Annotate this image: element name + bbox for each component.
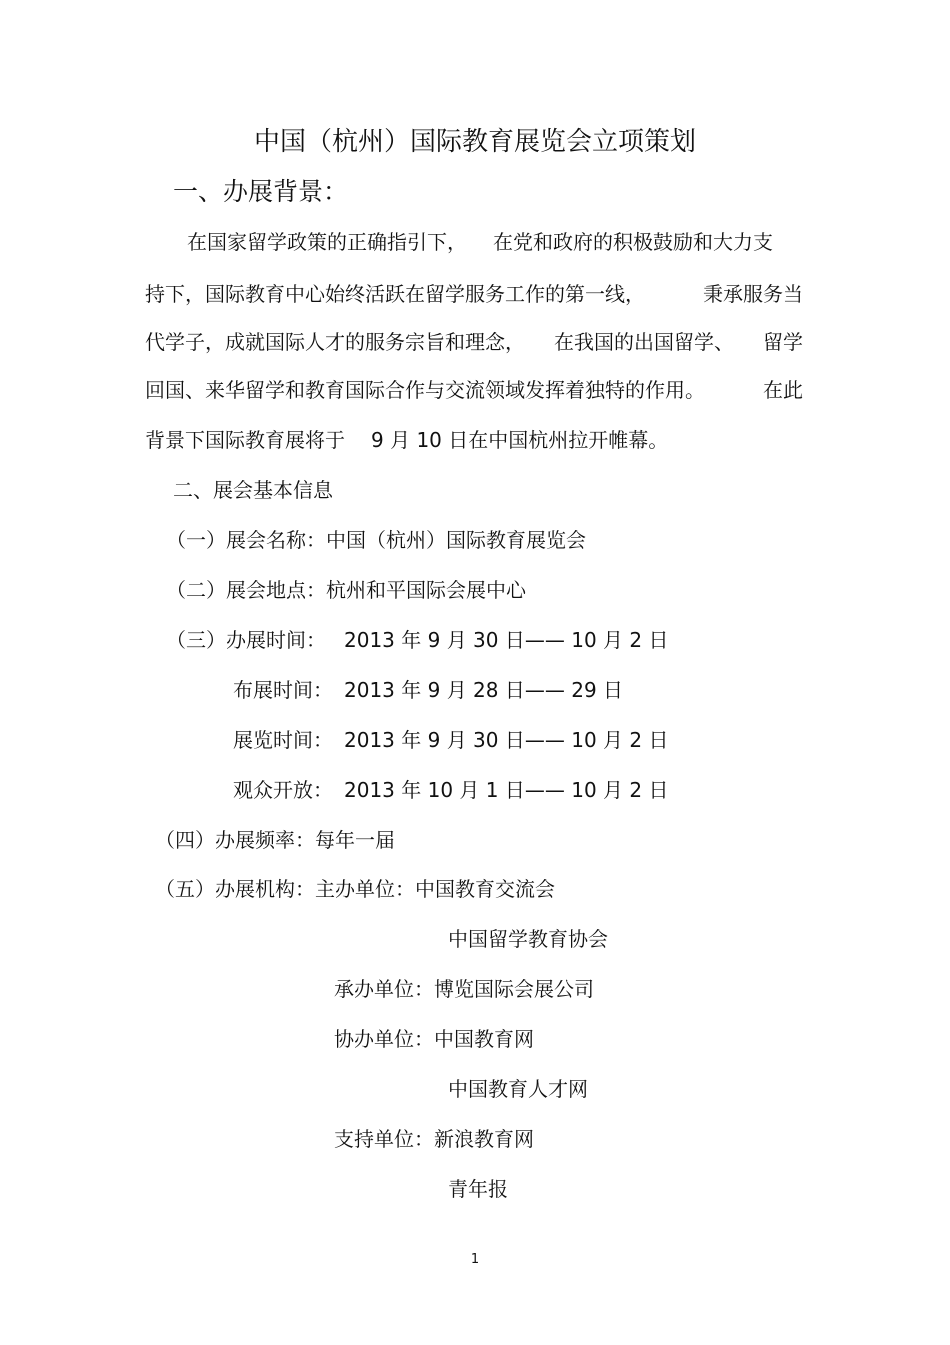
undertaker-organizer: 博览国际会展公司 (434, 977, 594, 1001)
paragraph-line-5 (145, 428, 803, 452)
paragraph-line-2 (145, 282, 803, 306)
undertaker-row (334, 977, 594, 1001)
paragraph-line-1 (187, 230, 783, 254)
exhibition-venue-value: 杭州和平国际会展中心 (326, 578, 526, 602)
paragraph-text: 秉承服务当 (703, 282, 803, 306)
exhibition-venue-label: （二）展会地点： (166, 578, 326, 602)
section2-heading: 二、展会基本信息 (173, 478, 333, 502)
frequency-value: 每年一届 (315, 828, 395, 852)
exhibition-time-label: （三）办展时间： (166, 628, 326, 652)
exhibition-name-row (166, 528, 586, 552)
paragraph-text: 留学 (763, 330, 803, 354)
exhibit-time-label: 展览时间： (233, 728, 333, 752)
exhibition-name-label: （一）展会名称： (166, 528, 326, 552)
exhibit-time-value: 2013 年 9 月 30 日—— 10 月 2 日 (344, 728, 669, 752)
paragraph-text: 代学子，成就国际人才的服务宗旨和理念， (145, 330, 525, 354)
paragraph-line-3 (145, 330, 803, 354)
paragraph-text: 持下，国际教育中心始终活跃在留学服务工作的第一线， (145, 282, 645, 306)
page-number: 1 (470, 1252, 480, 1267)
section1-heading: 一、办展背景： (173, 177, 349, 206)
exhibition-name-value: 中国（杭州）国际教育展览会 (326, 528, 586, 552)
frequency-row (155, 828, 395, 852)
document-title: 中国（杭州）国际教育展览会立项策划 (253, 127, 696, 157)
paragraph-text: 背景下国际教育展将于 (145, 428, 345, 452)
host-organizer: 中国留学教育协会 (448, 927, 608, 951)
undertaker-label: 承办单位： (334, 977, 434, 1001)
frequency-label: （四）办展频率： (155, 828, 315, 852)
co-organizer-row (334, 1027, 534, 1051)
exhibition-venue-row (166, 578, 526, 602)
exhibition-time-value: 2013 年 9 月 30 日—— 10 月 2 日 (344, 628, 669, 652)
host-organizer: 中国教育交流会 (415, 877, 555, 901)
host-label: 主办单位： (315, 877, 415, 901)
setup-time-label: 布展时间： (233, 678, 333, 702)
co-organizer-label: 协办单位： (334, 1027, 434, 1051)
co-organizer: 中国教育网 (434, 1027, 534, 1051)
supporter: 青年报 (448, 1177, 508, 1201)
supporter-label: 支持单位： (334, 1127, 434, 1151)
paragraph-text: 在国家留学政策的正确指引下， (187, 230, 467, 254)
paragraph-text: 在党和政府的积极鼓励和大力支 (493, 230, 773, 254)
supporter: 新浪教育网 (434, 1127, 534, 1151)
supporter-row (334, 1127, 534, 1151)
paragraph-text: 在我国的出国留学、 (554, 330, 734, 354)
co-organizer: 中国教育人才网 (448, 1077, 588, 1101)
audience-open-value: 2013 年 10 月 1 日—— 10 月 2 日 (344, 778, 669, 802)
paragraph-text: 在此 (763, 378, 803, 402)
audience-open-label: 观众开放： (233, 778, 333, 802)
setup-time-value: 2013 年 9 月 28 日—— 29 日 (344, 678, 624, 702)
organizers-label: （五）办展机构： (155, 877, 315, 901)
paragraph-text: 回国、来华留学和教育国际合作与交流领域发挥着独特的作用。 (145, 378, 705, 402)
paragraph-text: 9 月 10 日在中国杭州拉开帷幕。 (371, 428, 669, 452)
organizers-row (155, 877, 555, 901)
paragraph-line-4 (145, 378, 803, 402)
